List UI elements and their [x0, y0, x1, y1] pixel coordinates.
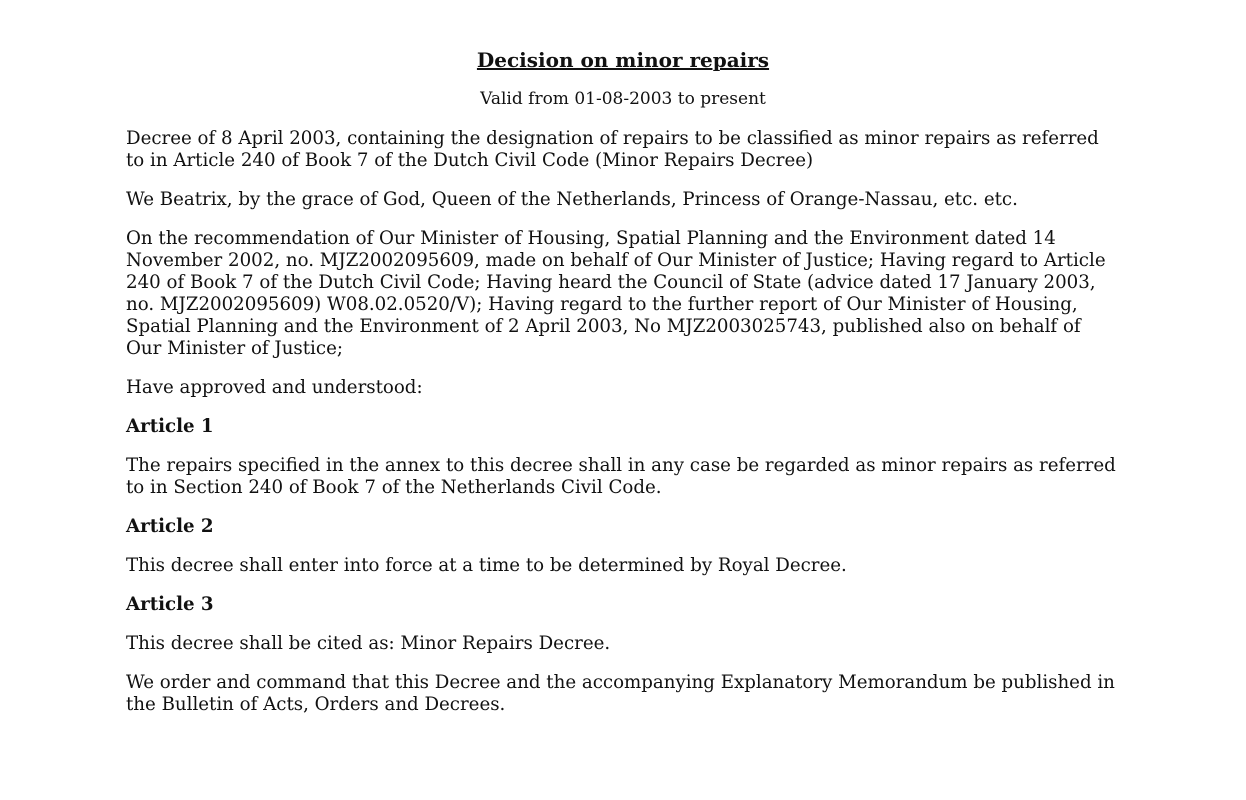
intro-paragraph: Decree of 8 April 2003, containing the designation of repairs to be classified as minor repairs as referred to in Article 240 of Book 7 of the Dutch Civil Code (Minor Repairs Decree) [126, 128, 1099, 171]
article-1-heading: Article 1 [126, 416, 214, 437]
approval-paragraph: Have approved and understood: [126, 377, 423, 398]
article-1-text: The repairs specified in the annex to this decree shall in any case be regarded as minor repairs as referred to in Section 240 of Book 7 of the Netherlands Civil Code. [126, 455, 1116, 498]
salutation-paragraph: We Beatrix, by the grace of God, Queen of the Netherlands, Princess of Orange-Nassau, etc. etc. [126, 189, 1018, 210]
document-title: Decision on minor repairs [476, 48, 770, 72]
validity-period: Valid from 01-08-2003 to present [480, 89, 766, 109]
recommendation-paragraph: On the recommendation of Our Minister of Housing, Spatial Planning and the Environment dated 14 November 2002, no. MJZ2002095609, made on behalf of Our Minister of Justice; Having regard to Article 240 of Book 7 of the Dutch Civil Code; Having heard the Council of State (advice dated 17 January 2003, no. MJZ2002095609) W08.02.0520/V); Having regard to the further report of Our Minister of Housing, Spatial Planning and the Environment of 2 April 2003, No MJZ2003025743, published also on behalf of Our Minister of Justice; [126, 228, 1106, 359]
article-2-text: This decree shall enter into force at a time to be determined by Royal Decree. [126, 555, 847, 576]
closing-paragraph: We order and command that this Decree and the accompanying Explanatory Memorandum be published in the Bulletin of Acts, Orders and Decrees. [126, 672, 1115, 715]
article-3-heading: Article 3 [126, 594, 214, 615]
article-3-text: This decree shall be cited as: Minor Repairs Decree. [126, 633, 611, 654]
article-2-heading: Article 2 [126, 516, 214, 537]
